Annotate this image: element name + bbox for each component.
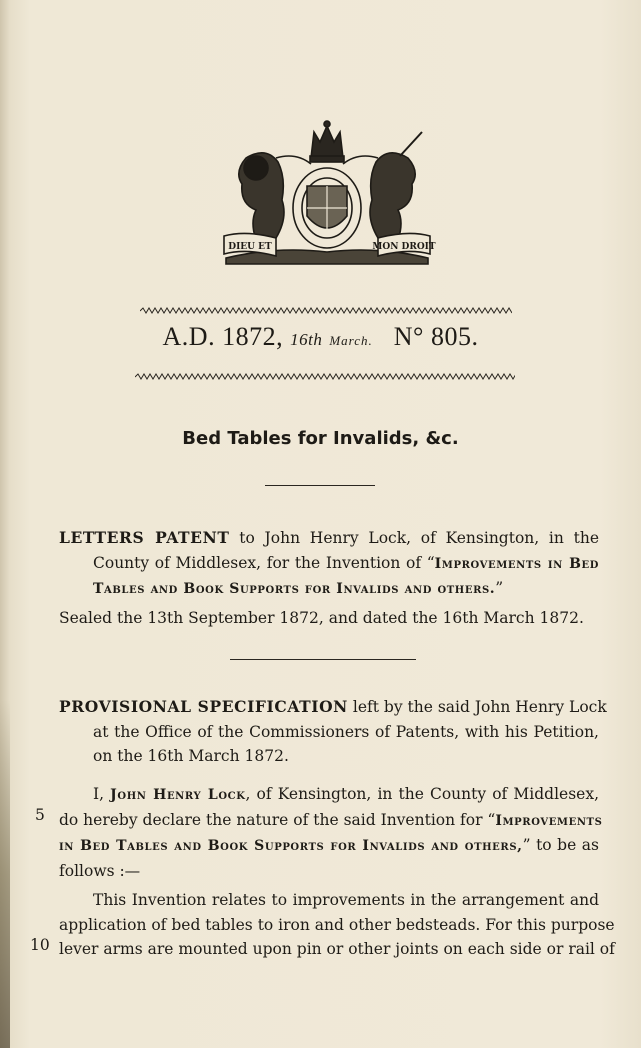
motto-left: DIEU ET [228,242,272,252]
letters-patent-line-3: Tables and Book Supports for Invalids and others.” [93,579,504,597]
patent-number: N° 805. [393,322,479,351]
provisional-line-1: PROVISIONAL SPECIFICATION left by the said John Henry Lock [59,697,607,716]
invention-line-3: lever arms are mounted upon pin or other joints on each side or rail of [59,940,615,958]
motto-right: MON DROIT [372,242,436,252]
letters-patent-lead: LETTERS PATENT [59,528,230,547]
invention-line-1: This Invention relates to improvements in the arrangement and [93,891,599,909]
page-edge-stain [0,700,10,1048]
invention-paragraph [59,888,615,962]
ad-year: A.D. 1872, [162,322,284,351]
letters-patent-paragraph [59,526,599,602]
sealed-line: Sealed the 13th September 1872, and dated the 16th March 1872. [59,609,584,627]
letters-patent-line-2: County of Middlesex, for the Invention of “Improvements in Bed [93,553,600,572]
line-number-10: 10 [30,936,50,954]
date-day: 16th [290,330,323,349]
document-title: Bed Tables for Invalids, &c. [182,428,459,449]
royal-coat-of-arms-icon [216,118,438,268]
declaration-line-1: I, John Henry Lock, of Kensington, in the County of Middlesex, [93,785,599,803]
invention-line-2: application of bed tables to iron and other bedsteads. For this purpose [59,915,615,934]
declaration-line-3: in Bed Tables and Book Supports for Invalids and others,” to be as [59,836,599,854]
patent-date-number [0,322,641,352]
divider-2 [230,659,416,660]
declaration-line-2: do hereby declare the nature of the said Invention for “Improvements [59,810,603,829]
divider-1 [265,485,375,486]
date-month: March. [329,333,373,348]
provisional-paragraph [59,695,607,769]
declaration-line-4: follows :— [59,861,141,880]
declaration-paragraph [59,782,603,883]
letters-patent-line-1: LETTERS PATENT to John Henry Lock, of Kensington, in the [59,528,600,547]
provisional-line-3: on the 16th March 1872. [93,747,289,765]
line-number-5: 5 [35,806,45,824]
ornamental-rule-bottom [135,372,515,382]
provisional-line-2: at the Office of the Commissioners of Patents, with his Petition, [93,722,599,741]
ornamental-rule-top [140,306,512,316]
